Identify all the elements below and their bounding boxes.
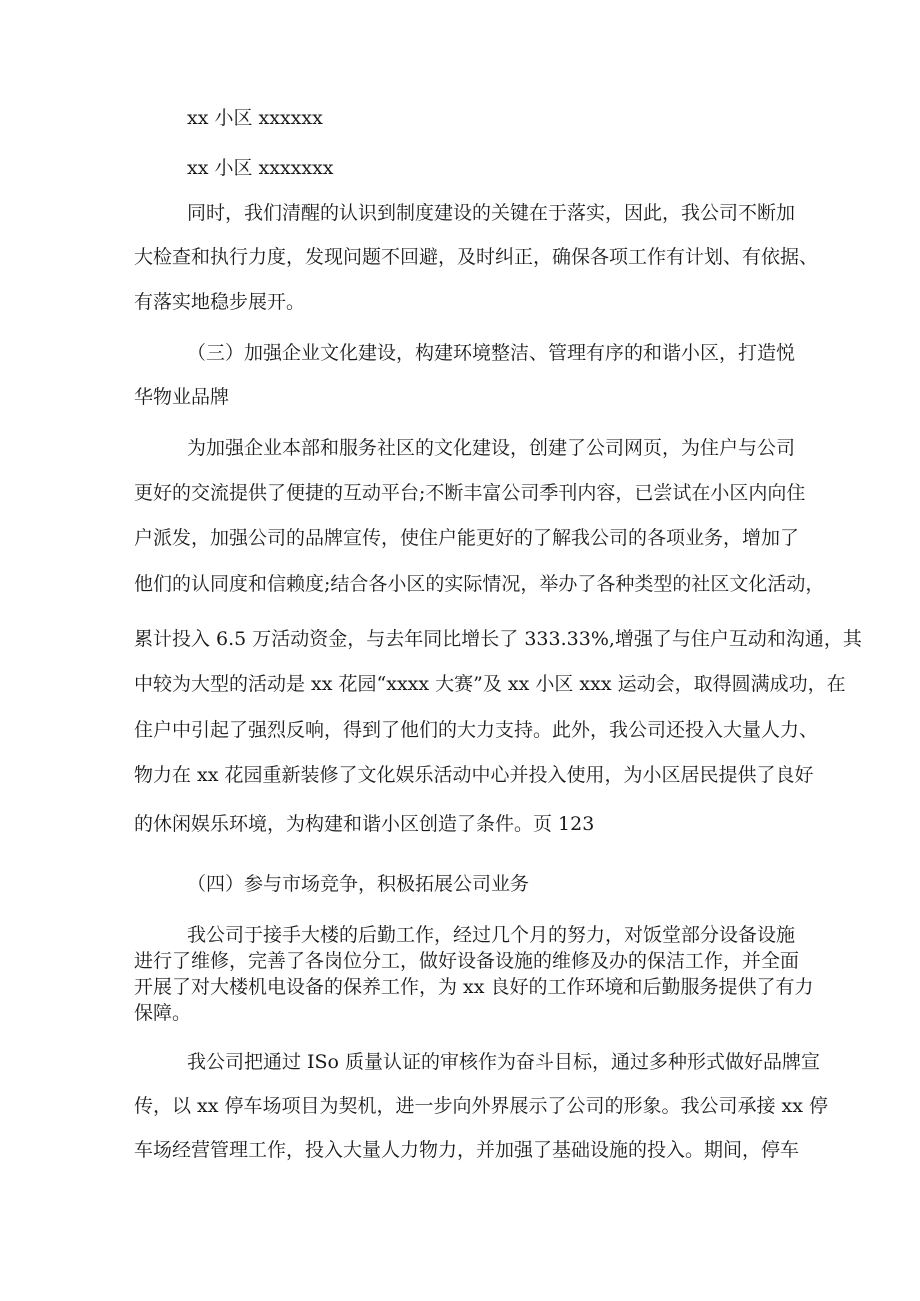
paragraph-line: 他们的认同度和信赖度;结合各小区的实际情况，举办了各种类型的社区文化活动， (134, 573, 825, 595)
paragraph-line: 车场经营管理工作，投入大量人力物力，并加强了基础设施的投入。期间，停车 (134, 1139, 800, 1161)
paragraph-line: 保障。 (134, 1002, 192, 1024)
paragraph-line: 开展了对大楼机电设备的保养工作，为 xx 良好的工作环境和后勤服务提供了有力 (134, 976, 814, 998)
section-heading: （三）加强企业文化建设，构建环境整洁、管理有序的和谐小区，打造悦 (187, 342, 796, 364)
paragraph-line: 物力在 xx 花园重新装修了文化娱乐活动中心并投入使用，为小区居民提供了良好 (134, 764, 814, 786)
paragraph-line: 大检查和执行力度，发现问题不回避，及时纠正，确保各项工作有计划、有依据、 (134, 246, 819, 268)
text-line: xx 小区 xxxxxxx (187, 157, 334, 179)
paragraph-line: 同时，我们清醒的认识到制度建设的关键在于落实，因此，我公司不断加 (187, 202, 796, 224)
paragraph-line: 的休闲娱乐环境，为构建和谐小区创造了条件。页 123 (134, 813, 595, 835)
text-line: xx 小区 xxxxxx (187, 107, 323, 129)
paragraph-line: 我公司把通过 ISo 质量认证的审核作为奋斗目标，通过多种形式做好品牌宣 (187, 1051, 821, 1073)
paragraph-line: 累计投入 6.5 万活动资金，与去年同比增长了 333.33%,增强了与住户互动和沟通，其 (134, 628, 862, 650)
paragraph-line: 更好的交流提供了便捷的互动平台;不断丰富公司季刊内容，已尝试在小区内向住 (134, 482, 806, 504)
section-heading: （四）参与市场竞争，积极拓展公司业务 (187, 873, 530, 895)
section-heading-continued: 华物业品牌 (134, 386, 230, 408)
paragraph-line: 有落实地稳步展开。 (134, 291, 306, 313)
paragraph-line: 中较为大型的活动是 xx 花园“xxxx 大赛”及 xx 小区 xxx 运动会，取得圆满成功，在 (134, 673, 846, 695)
paragraph-line: 为加强企业本部和服务社区的文化建设，创建了公司网页，为住户与公司 (187, 437, 796, 459)
paragraph-line: 传，以 xx 停车场项目为契机，进一步向外界展示了公司的形象。我公司承接 xx 停 (134, 1095, 829, 1117)
paragraph-line: 我公司于接手大楼的后勤工作，经过几个月的努力，对饭堂部分设备设施 (187, 924, 796, 946)
paragraph-line: 户派发，加强公司的品牌宣传，使住户能更好的了解我公司的各项业务，增加了 (134, 527, 800, 549)
paragraph-line: 进行了维修，完善了各岗位分工，做好设备设施的维修及办的保洁工作，并全面 (134, 950, 800, 972)
paragraph-line: 住户中引起了强烈反响，得到了他们的大力支持。此外，我公司还投入大量人力、 (134, 719, 819, 741)
